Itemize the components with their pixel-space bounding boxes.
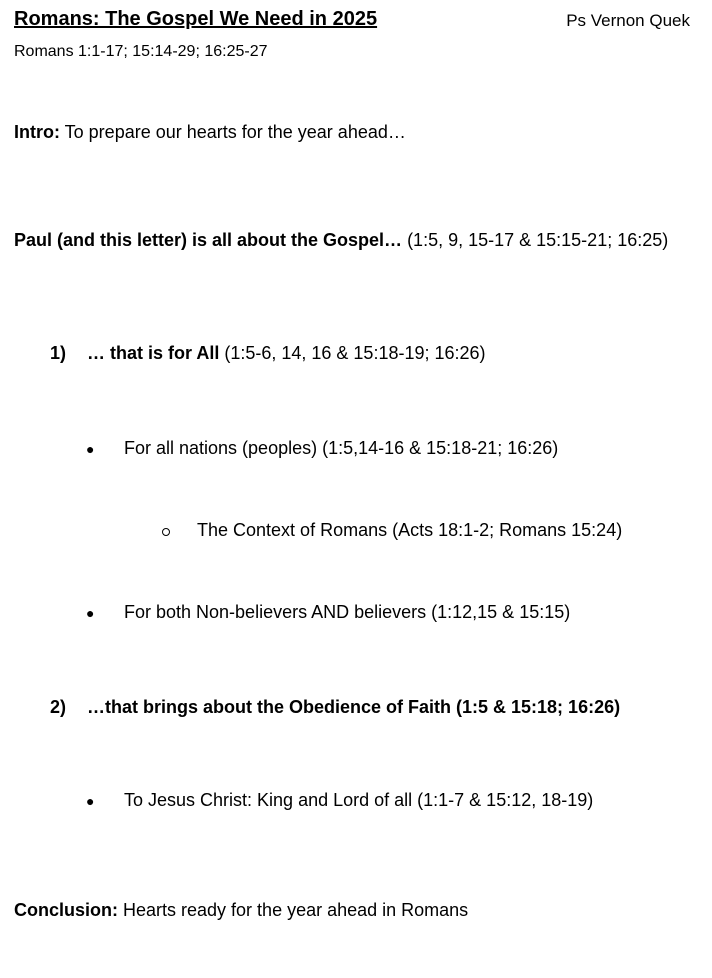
point-2-number: 2) bbox=[50, 697, 67, 717]
point-1-refs: (1:5-6, 14, 16 & 15:18-19; 16:26) bbox=[219, 343, 486, 363]
point-1-bold: … that is for All bbox=[87, 343, 220, 363]
thesis-bold: Paul (and this letter) is all about the Gospel… bbox=[14, 230, 403, 250]
conclusion-line bbox=[14, 900, 468, 921]
thesis-refs: (1:5, 9, 15-17 & 15:15-21; 16:25) bbox=[402, 230, 669, 250]
point-2-bullet-1: To Jesus Christ: King and Lord of all (1:1-7 & 15:12, 18-19) bbox=[124, 790, 594, 810]
intro-text: To prepare our hearts for the year ahead… bbox=[59, 122, 406, 142]
point-1-bullet-1: For all nations (peoples) (1:5,14-16 & 15:18-21; 16:26) bbox=[124, 438, 559, 458]
point-1-subbullet-1: The Context of Romans (Acts 18:1-2; Romans 15:24) bbox=[197, 520, 623, 540]
bullet-icon: ● bbox=[86, 605, 95, 621]
intro-line bbox=[14, 122, 406, 143]
scripture-references: Romans 1:1-17; 15:14-29; 16:25-27 bbox=[14, 43, 268, 60]
page-title: Romans: The Gospel We Need in 2025 bbox=[14, 8, 378, 30]
point-1-bullet-2: For both Non-believers AND believers (1:12,15 & 15:15) bbox=[124, 602, 571, 622]
conclusion-label: Conclusion: bbox=[14, 900, 118, 920]
bullet-icon: ● bbox=[86, 441, 95, 457]
hollow-circle-bullet-icon bbox=[162, 528, 170, 536]
point-2-heading: …that brings about the Obedience of Faith (1:5 & 15:18; 16:26) bbox=[87, 697, 621, 717]
conclusion-text: Hearts ready for the year ahead in Romans bbox=[118, 900, 469, 920]
point-1-number: 1) bbox=[50, 343, 67, 363]
bullet-icon: ● bbox=[86, 793, 95, 809]
author-name: Ps Vernon Quek bbox=[566, 11, 690, 30]
point-1-heading bbox=[87, 343, 486, 364]
intro-label: Intro: bbox=[14, 122, 60, 142]
thesis-line bbox=[14, 227, 694, 253]
